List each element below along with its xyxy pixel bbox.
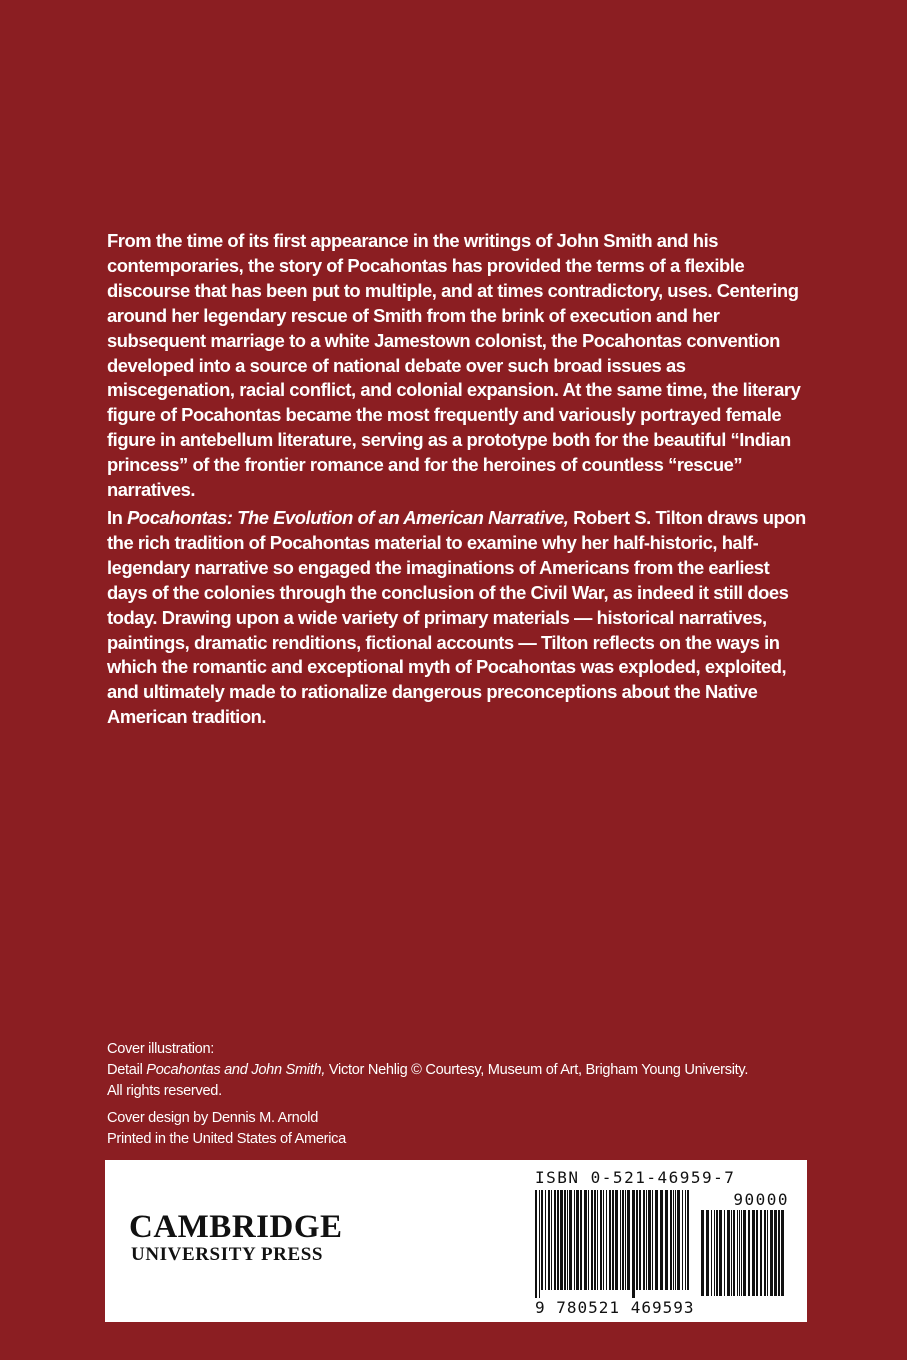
credits <box>107 1039 807 1150</box>
barcode-bar <box>591 1190 593 1290</box>
barcode-bar <box>643 1190 645 1290</box>
cover-illustration-label: Cover illustration: <box>107 1041 215 1057</box>
price-code-text: 90000 <box>733 1190 789 1209</box>
painting-title: Pocahontas and John Smith, <box>146 1062 326 1078</box>
barcode-bar <box>687 1190 689 1290</box>
back-cover-blurb <box>107 229 807 733</box>
detail-prefix: Detail <box>107 1062 147 1078</box>
barcode-bar <box>731 1210 732 1296</box>
barcode-bar <box>714 1210 715 1296</box>
barcode-bar <box>541 1190 543 1290</box>
blurb-p2-prefix: In <box>107 506 128 528</box>
barcode-bar <box>597 1190 598 1290</box>
barcode-bar <box>764 1210 766 1296</box>
ean-number-text: 9 780521 469593 <box>535 1298 695 1317</box>
barcode-bar <box>665 1190 668 1290</box>
barcode-bar <box>584 1190 587 1290</box>
barcode-bar <box>627 1190 630 1290</box>
barcode-bar <box>677 1190 680 1290</box>
barcode-bar <box>554 1190 556 1290</box>
barcode-bar <box>564 1190 566 1290</box>
barcode-bar <box>646 1190 647 1290</box>
publisher-logo-line1: CAMBRIDGE <box>129 1209 343 1245</box>
detail-rest: Victor Nehlig © Courtesy, Museum of Art, Brigham Young University. <box>325 1062 749 1078</box>
barcode-bar <box>576 1190 579 1290</box>
addon-barcode-icon <box>699 1210 789 1298</box>
barcode-bar <box>737 1210 738 1296</box>
barcode-bar <box>603 1190 604 1290</box>
barcode-bar <box>733 1210 735 1296</box>
barcode-bar <box>727 1210 730 1296</box>
barcode-bar <box>716 1210 718 1296</box>
barcode-bar <box>701 1210 704 1296</box>
barcode-bar <box>719 1210 722 1296</box>
barcode-bar <box>706 1210 709 1296</box>
barcode-bar <box>574 1190 575 1290</box>
barcode-block <box>533 1166 791 1316</box>
barcode-bar <box>551 1190 552 1290</box>
barcode-bar <box>548 1190 550 1290</box>
barcode-bar <box>588 1190 589 1290</box>
barcode-bar <box>739 1210 740 1296</box>
barcode-bar <box>539 1190 540 1298</box>
barcode-bar <box>639 1190 641 1290</box>
barcode-bar <box>569 1190 572 1290</box>
blurb-paragraph-2 <box>107 506 807 730</box>
barcode-bar <box>567 1190 568 1290</box>
barcode-bar <box>767 1210 768 1296</box>
barcode-bar <box>673 1190 674 1290</box>
publisher-logo-line2: UNIVERSITY PRESS <box>131 1244 324 1265</box>
blurb-p2-body: Robert S. Tilton draws upon the rich tradition of Pocahontas material to examine why her half-historic, half-legendary narrative so engaged the imaginations of Americans from the earliest days of the colonies through the conclusion of the Civil War, as indeed it still does today. Drawing upon a wide variety of primary materials — historical narratives, paintings, dramatic renditions, fictional accounts — Tilton reflects on the ways in which the romantic and exceptional myth of Pocahontas was exploded, exploited, and ultimately made to rationalize dangerous preconceptions about the Native American tradition. <box>107 506 806 728</box>
ean-barcode-icon <box>533 1190 693 1298</box>
barcode-bar <box>660 1190 663 1290</box>
barcode-bar <box>606 1190 607 1290</box>
rights-notice: All rights reserved. <box>107 1083 222 1099</box>
barcode-bar <box>620 1190 621 1290</box>
barcode-bar <box>560 1190 563 1290</box>
barcode-bar <box>622 1190 624 1290</box>
book-title: Pocahontas: The Evolution of an American Narrative, <box>127 506 569 528</box>
barcode-bar <box>748 1210 750 1296</box>
barcode-bar <box>636 1190 638 1290</box>
barcode-bar <box>557 1190 559 1290</box>
barcode-bar <box>682 1190 683 1290</box>
barcode-bar <box>625 1190 626 1290</box>
barcode-bar <box>632 1190 635 1298</box>
barcode-bar <box>609 1190 611 1290</box>
barcode-bar <box>711 1210 712 1296</box>
barcode-bar <box>600 1190 602 1290</box>
barcode-bar <box>778 1210 780 1296</box>
barcode-bar <box>752 1210 755 1296</box>
barcode-bar <box>774 1210 777 1296</box>
barcode-bar <box>770 1210 773 1296</box>
barcode-bar <box>670 1190 672 1290</box>
barcode-bar <box>652 1190 653 1290</box>
barcode-bar <box>741 1210 742 1296</box>
publisher-panel <box>105 1160 807 1322</box>
barcode-bar <box>675 1190 676 1290</box>
isbn-text: ISBN 0-521-46959-7 <box>535 1168 736 1187</box>
barcode-bar <box>756 1210 758 1296</box>
barcode-bar <box>615 1190 618 1290</box>
barcode-bar <box>648 1190 651 1290</box>
cover-design-credit: Cover design by Dennis M. Arnold <box>107 1110 319 1126</box>
barcode-bar <box>781 1210 784 1296</box>
barcode-bar <box>545 1190 546 1290</box>
publisher-logo <box>129 1210 343 1266</box>
printed-notice: Printed in the United States of America <box>107 1131 346 1147</box>
cover-illustration-detail <box>107 1060 807 1081</box>
barcode-bar <box>612 1190 614 1290</box>
barcode-bar <box>760 1210 762 1296</box>
barcode-bar <box>655 1190 658 1290</box>
barcode-bar <box>743 1210 746 1296</box>
barcode-bar <box>724 1210 725 1296</box>
barcode-bar <box>580 1190 582 1290</box>
barcode-bar <box>685 1190 686 1290</box>
blurb-paragraph-1: From the time of its first appearance in the writings of John Smith and his contemporaries, the story of Pocahontas has provided the terms of a flexible discourse that has been put to multiple, and at times contradictory, uses. Centering around her legendary rescue of Smith from the brink of execution and her subsequent marriage to a white Jamestown colonist, the Pocahontas convention developed into a source of national debate over such broad issues as miscegenation, racial conflict, and colonial expansion. At the same time, the literary figure of Pocahontas became the most frequently and variously portrayed female figure in antebellum literature, serving as a prototype both for the beautiful “Indian princess” of the frontier romance and for the heroines of countless “rescue” narratives. <box>107 230 801 501</box>
barcode-bar <box>594 1190 596 1290</box>
barcode-bar <box>535 1190 537 1298</box>
